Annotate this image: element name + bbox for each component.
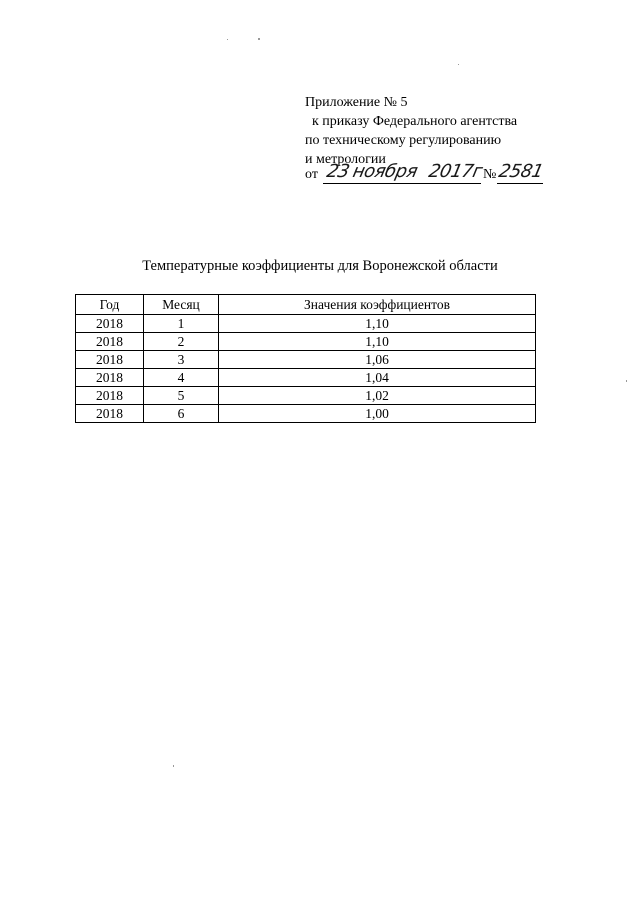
handwritten-month: ноября [350, 161, 420, 182]
cell-month: 1 [144, 315, 219, 333]
agency-line-end: и метрологии [305, 152, 386, 167]
cell-month: 3 [144, 351, 219, 369]
cell-coefficient: 1,10 [219, 333, 536, 351]
handwritten-year: 2017г [426, 161, 484, 182]
scan-speck [173, 765, 174, 767]
column-header-coefficient: Значения коэффициентов [219, 295, 536, 315]
table-row [76, 387, 536, 405]
scan-speck [258, 38, 260, 40]
handwritten-order-number: 2581 [496, 161, 546, 182]
scan-speck [626, 380, 627, 382]
cell-year: 2018 [76, 351, 144, 369]
agency-line: по техническому регулированию [305, 133, 502, 148]
cell-coefficient: 1,10 [219, 315, 536, 333]
column-header-month: Месяц [144, 295, 219, 315]
cell-month: 6 [144, 405, 219, 423]
appendix-header [305, 93, 517, 169]
cell-year: 2018 [76, 333, 144, 351]
table-row [76, 315, 536, 333]
cell-coefficient: 1,02 [219, 387, 536, 405]
scan-speck [227, 39, 228, 40]
cell-coefficient: 1,04 [219, 369, 536, 387]
table-row [76, 369, 536, 387]
cell-coefficient: 1,06 [219, 351, 536, 369]
table-row [76, 405, 536, 423]
cell-year: 2018 [76, 405, 144, 423]
cell-month: 2 [144, 333, 219, 351]
table-row [76, 351, 536, 369]
cell-month: 4 [144, 369, 219, 387]
column-header-year: Год [76, 295, 144, 315]
appendix-number: Приложение № 5 [305, 95, 408, 110]
number-underline [497, 183, 543, 184]
document-title: Температурные коэффициенты для Воронежской области [142, 258, 498, 274]
number-label: № [483, 167, 497, 182]
cell-year: 2018 [76, 387, 144, 405]
table-row [76, 333, 536, 351]
coefficients-table [75, 294, 536, 423]
cell-coefficient: 1,00 [219, 405, 536, 423]
table-header-row [76, 295, 536, 315]
cell-month: 5 [144, 387, 219, 405]
order-reference: к приказу Федерального агентства [312, 114, 518, 129]
cell-year: 2018 [76, 315, 144, 333]
date-underline [323, 183, 481, 184]
handwritten-day: 23 [324, 161, 352, 182]
scan-speck [458, 64, 459, 65]
cell-year: 2018 [76, 369, 144, 387]
from-label: от [305, 167, 318, 182]
